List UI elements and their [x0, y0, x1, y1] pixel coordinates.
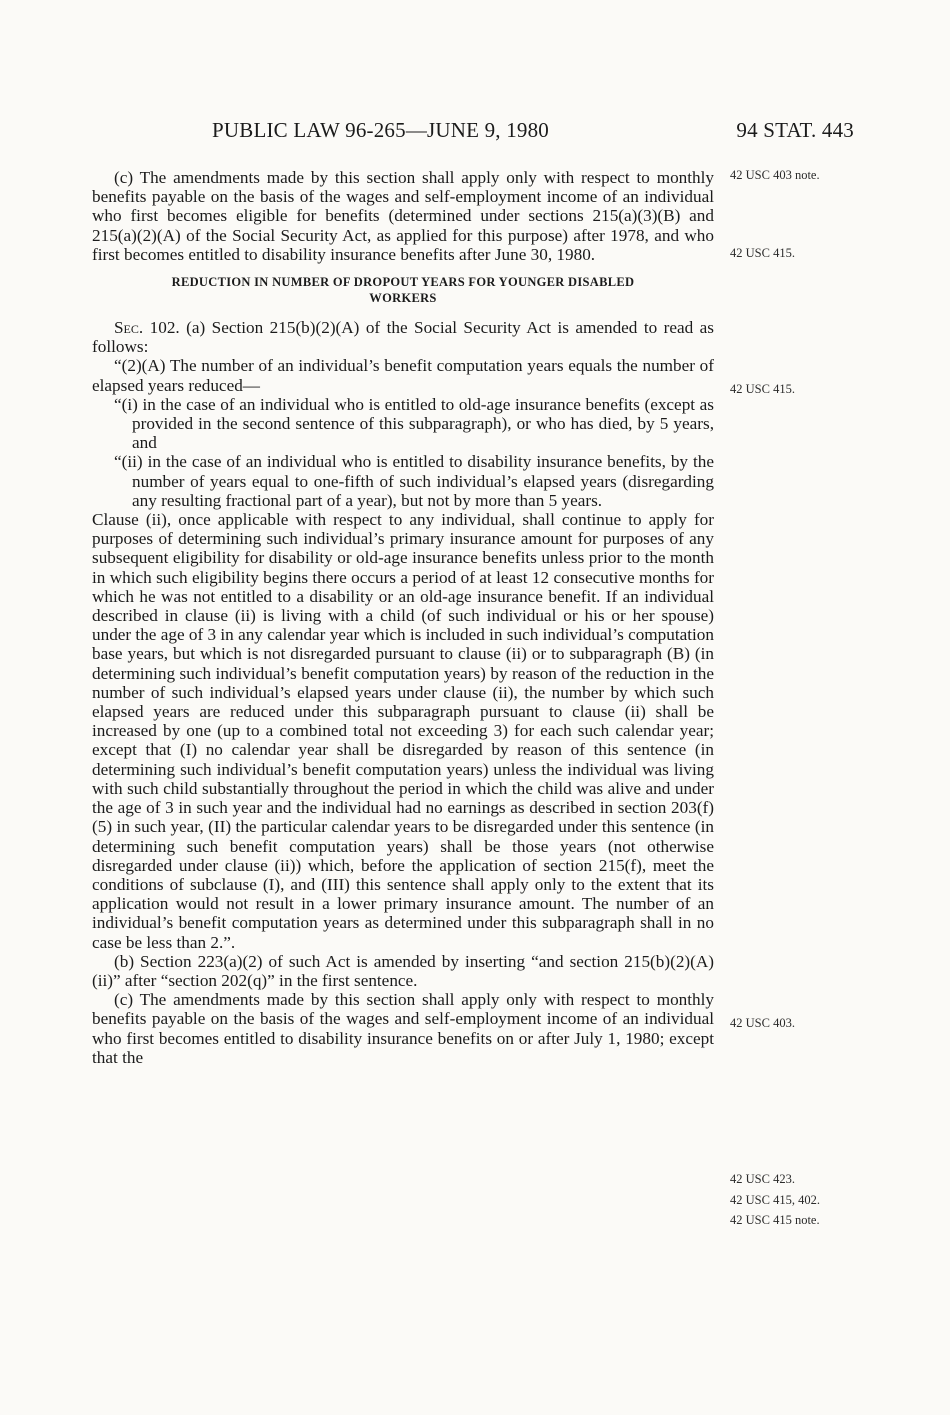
page-title: PUBLIC LAW 96-265—JUNE 9, 1980: [212, 118, 550, 142]
paragraph-c-applicability: (c) The amendments made by this section shall apply only with respect to monthly benefits payable on the basis of the wages and self-employment income of an individual who first becomes entitled to disability insurance benefits on or after July 1, 1980; except that the: [92, 990, 714, 1067]
paragraph-b-amendment: (b) Section 223(a)(2) of such Act is amended by inserting “and section 215(b)(2)(A)(ii)” after “section 202(q)” in the first sentence.: [92, 951, 714, 990]
margin-note: 42 USC 415.: [730, 382, 795, 396]
statute-page-number: 94 STAT. 443: [736, 118, 854, 142]
paragraph-clause-ii-continuation: Clause (ii), once applicable with respect to any individual, shall continue to apply for purposes of determining such individual’s primary insurance amount for purposes of any subsequent eligibility for disability or old-age insurance benefits unless prior to the month in which such eligibility begins there occurs a period of at least 12 consecutive months for which he was not entitled to a disability or an old-age insurance benefit. If an individual described in clause (ii) is living with a child (of such individual or his or her spouse) under the age of 3 in any calendar year which is included in such individual’s computation base years, but which is not disregarded pursuant to clause (ii) or to subparagraph (B) (in determining such individual’s benefit computation years) by reason of the reduction in the number of such individual’s elapsed years under clause (ii), the number by which such elapsed years are reduced under this subparagraph pursuant to clause (ii) shall be increased by one (up to a combined total not exceeding 3) for each such calendar year; except that (I) no calendar year shall be disregarded by reason of this sentence (in determining such individual’s benefit computation years) unless the individual was living with such child substantially throughout the period in which the child was alive and under the age of 3 in such year and the individual had no earnings as described in section 203(f)(5) in such year, (II) the particular calendar years to be disregarded under this sentence (in determining such benefit computation years) shall be those years (not otherwise disregarded under clause (ii)) which, before the application of section 215(f), meet the conditions of subclause (I), and (III) this sentence shall apply only to the extent that its application would not result in a lower primary insurance amount. The number of an individual’s benefit computation years as determined under this subparagraph shall in no case be less than 2.”.: [92, 510, 714, 952]
paragraph-c-effective-date: (c) The amendments made by this section shall apply only with respect to monthly benefits payable on the basis of the wages and self-employment income of an individual who first becomes eligible for benefits (determined under sections 215(a)(3)(B) and 215(a)(2)(A) of the Social Security Act, as applied for this purpose) after 1978, and who first becomes entitled to disability insurance benefits after June 30, 1980.: [92, 168, 714, 264]
section-heading-line2: WORKERS: [369, 291, 437, 306]
main-text: [92, 168, 714, 1067]
paragraph-2a: “(2)(A) The number of an individual’s benefit computation years equals the number of elapsed years reduced—: [92, 356, 714, 395]
margin-note: 42 USC 415, 402.: [730, 1193, 820, 1207]
margin-note: 42 USC 403 note.: [730, 168, 820, 182]
margin-note: 42 USC 415.: [730, 246, 795, 260]
clause-i: “(i) in the case of an individual who is entitled to old-age insurance benefits (except as provided in the second sentence of this subparagraph), or who has died, by 5 years, and: [114, 394, 714, 453]
paragraph-sec-102: [92, 318, 714, 356]
margin-note: 42 USC 403.: [730, 1016, 795, 1030]
margin-note: 42 USC 423.: [730, 1172, 795, 1186]
clause-ii: “(ii) in the case of an individual who is entitled to disability insurance benefits, by the number of years equal to one-fifth of such individual’s elapsed years (disregarding any resulting fractional part of a year), but not by more than 5 years.: [114, 452, 714, 510]
section-heading: [92, 274, 714, 306]
page-header: [92, 118, 854, 148]
section-heading-line1: REDUCTION IN NUMBER OF DROPOUT YEARS FOR YOUNGER DISABLED: [171, 275, 635, 290]
sec-102-text: 102. (a) Section 215(b)(2)(A) of the Social Security Act is amended to read as follows:: [92, 318, 714, 357]
sec-label: Sec.: [114, 318, 144, 338]
margin-note: 42 USC 415 note.: [730, 1213, 820, 1227]
